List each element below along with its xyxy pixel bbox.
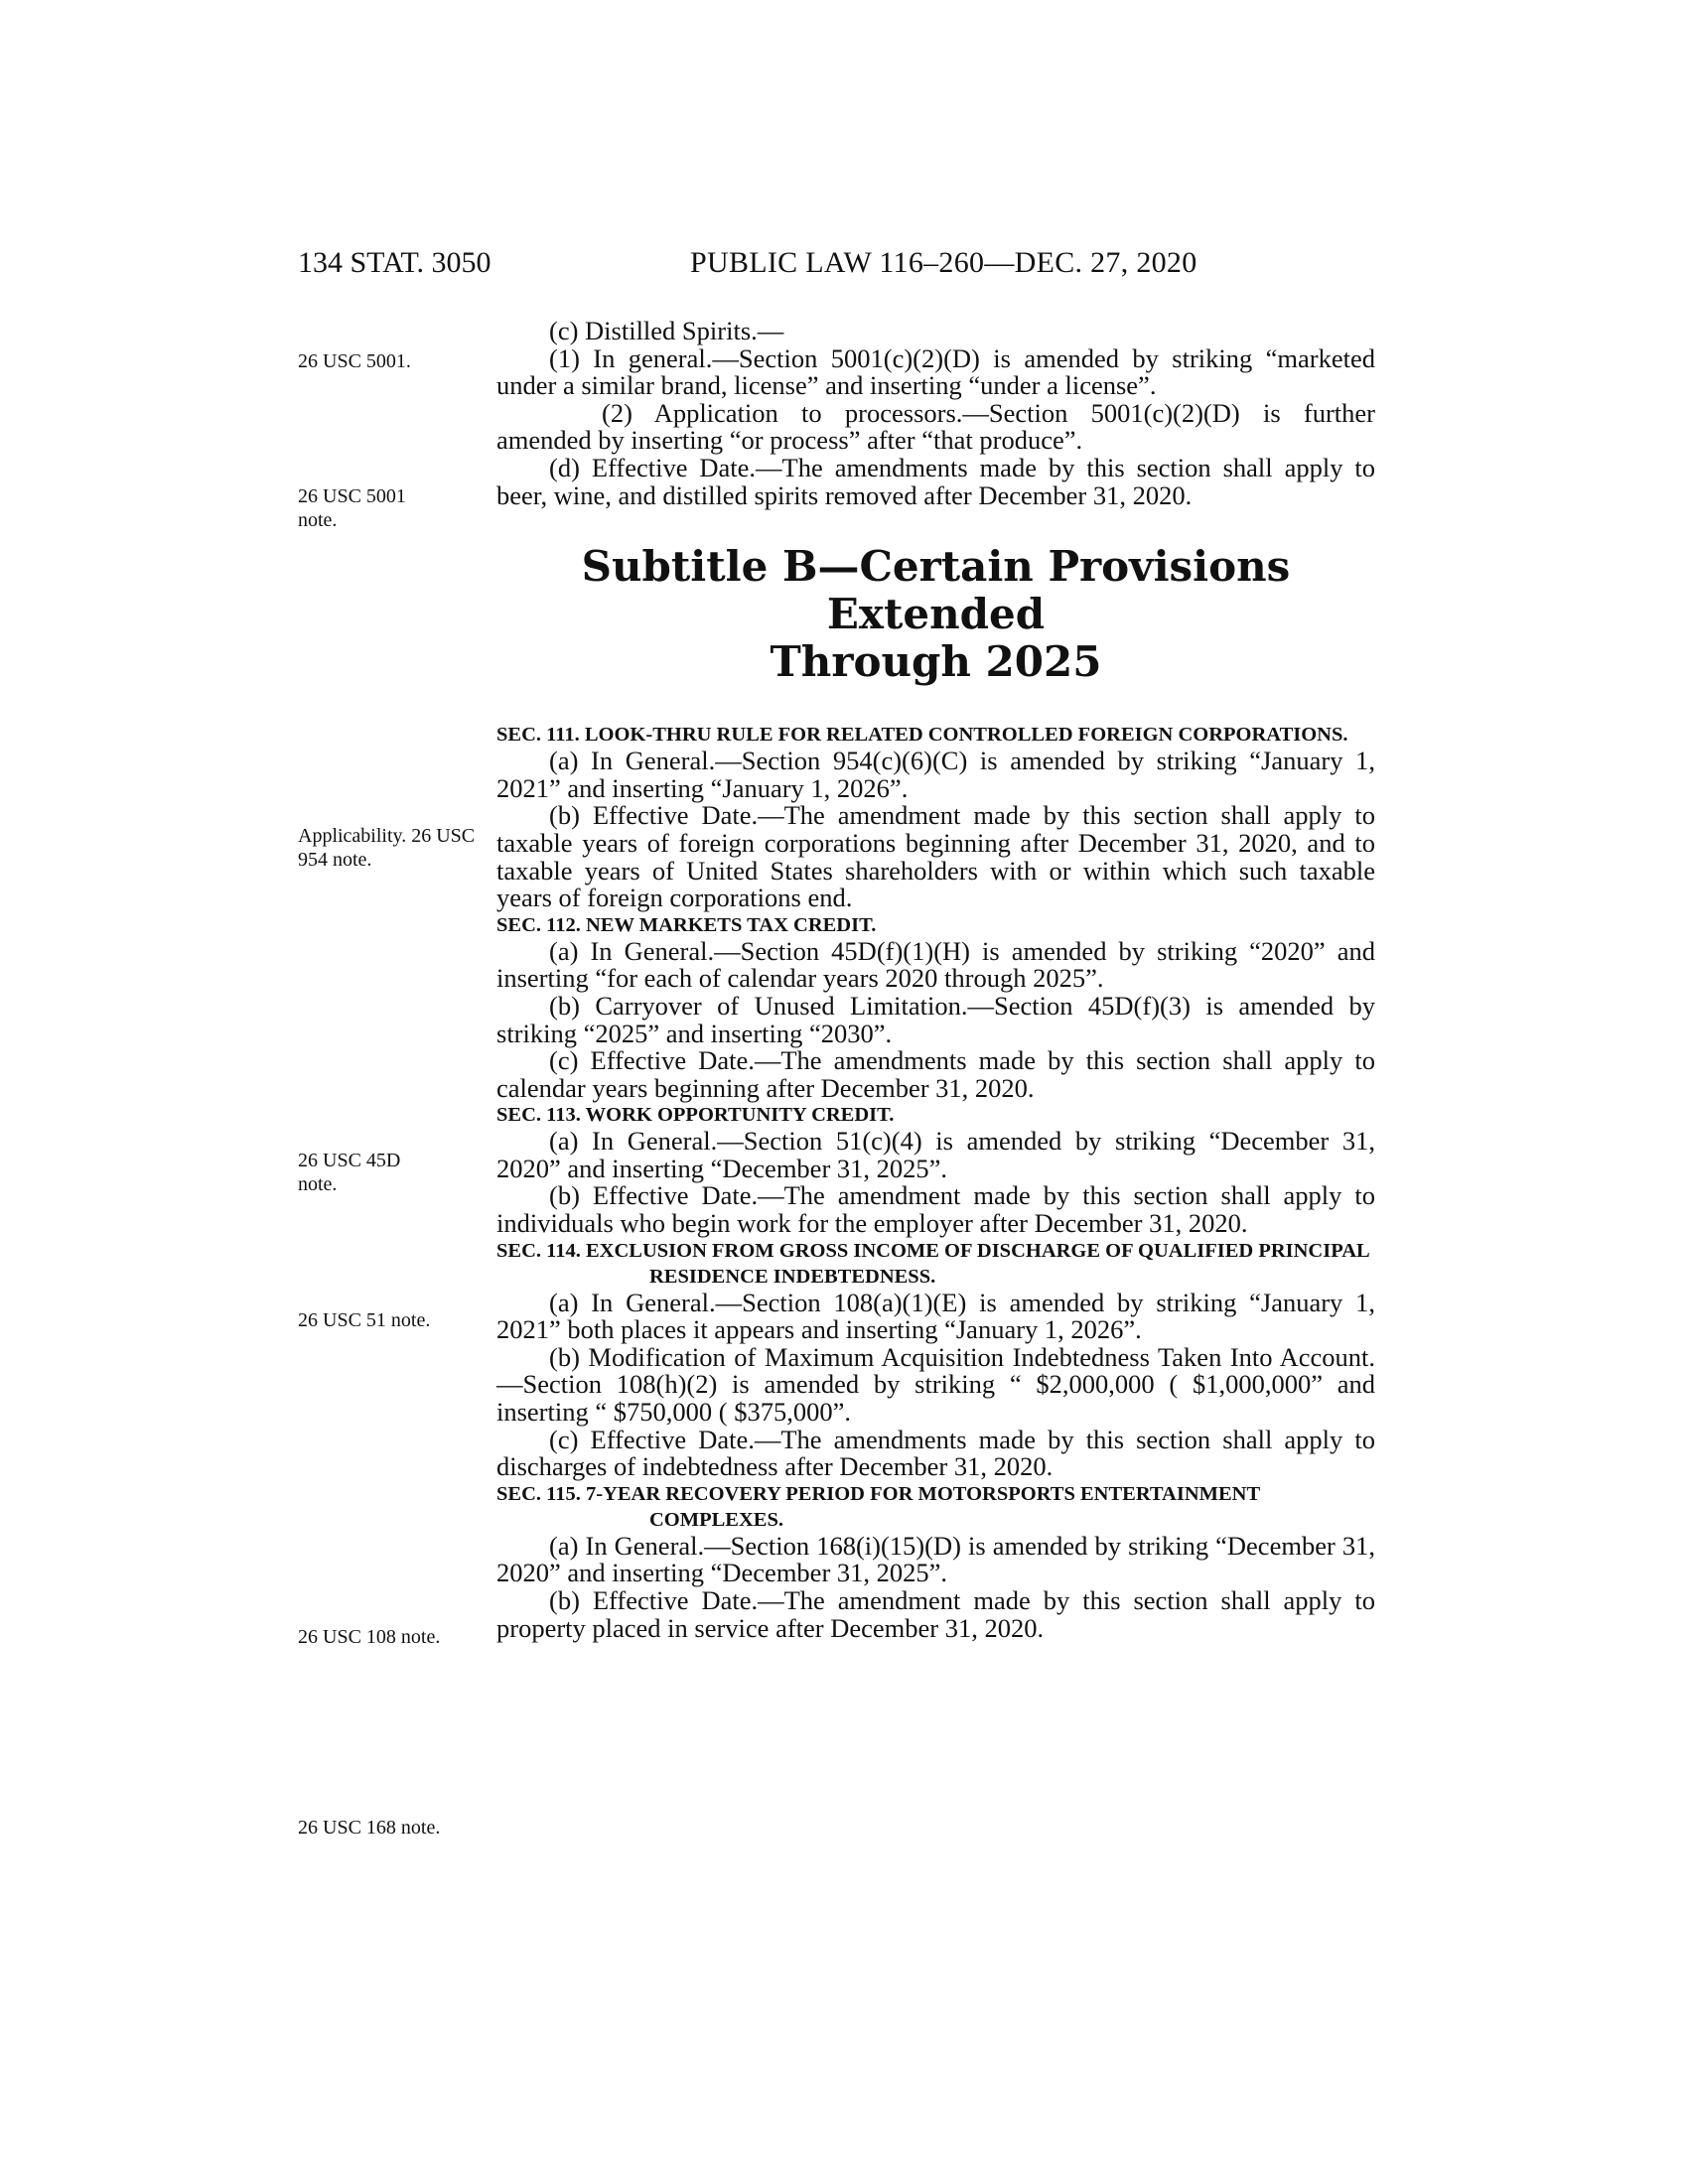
section-115-a: (a) In General.—Section 168(i)(15)(D) is amended by striking “December 31, 2020” and inserting “December 31, 2025”. xyxy=(496,1530,1375,1588)
margin-note: 26 USC 51 note. xyxy=(298,1309,431,1331)
margin-note: Applicability. 26 USC 954 note. xyxy=(298,825,476,871)
section-111-heading: SEC. 111. LOOK-THRU RULE FOR RELATED CONTROLLED FOREIGN CORPORATIONS. xyxy=(496,724,1348,747)
paragraph-c1: (1) In general.—Section 5001(c)(2)(D) is amended by striking “marketed under a similar brand, license” and inserting “under a license”. xyxy=(496,342,1375,401)
section-113-a: (a) In General.—Section 51(c)(4) is amended by striking “December 31, 2020” and inserting “December 31, 2025”. xyxy=(496,1126,1375,1183)
section-114-heading: SEC. 114. EXCLUSION FROM GROSS INCOME OF DISCHARGE OF QUALIFIED PRINCIPAL RESIDENCE INDEBTEDNESS. xyxy=(496,1239,1369,1288)
section-111-b: (b) Effective Date.—The amendment made by this section shall apply to taxable years of foreign corporations beginning after December 31, 2020, and to taxable years of United States shareholders with or within which such taxable years of foreign corporations end. xyxy=(496,800,1375,913)
section-115-b: (b) Effective Date.—The amendment made by this section shall apply to property placed in service after December 31, 2020. xyxy=(496,1585,1375,1643)
section-114-a: (a) In General.—Section 108(a)(1)(E) is amended by striking “January 1, 2021” both places it appears and inserting “January 1, 2026”. xyxy=(496,1287,1375,1345)
stat-page-number: 134 STAT. 3050 xyxy=(298,246,492,279)
paragraph-c2: (2) Application to processors.—Section 5001(c)(2)(D) is further amended by inserting “or process” after “that produce”. xyxy=(496,397,1375,456)
margin-note: 26 USC 5001. xyxy=(298,350,411,372)
section-114-c: (c) Effective Date.—The amendments made by this section shall apply to discharges of indebtedness after December 31, 2020. xyxy=(496,1424,1375,1482)
paragraph-d: (d) Effective Date.—The amendments made by this section shall apply to beer, wine, and distilled spirits removed after December 31, 2020. xyxy=(496,452,1375,510)
margin-note: 26 USC 168 note. xyxy=(298,1817,441,1839)
section-112-heading: SEC. 112. NEW MARKETS TAX CREDIT. xyxy=(496,913,877,936)
section-113-b: (b) Effective Date.—The amendment made by this section shall apply to individuals who begin work for the employer after December 31, 2020. xyxy=(496,1180,1375,1239)
section-112-b: (b) Carryover of Unused Limitation.—Section 45D(f)(3) is amended by striking “2025” and inserting “2030”. xyxy=(496,990,1375,1048)
margin-note: 26 USC 108 note. xyxy=(298,1626,441,1648)
page-header xyxy=(298,246,1410,292)
subtitle-line-2: Through 2025 xyxy=(770,637,1102,687)
section-113-heading: SEC. 113. WORK OPPORTUNITY CREDIT. xyxy=(496,1104,895,1127)
section-112-c: (c) Effective Date.—The amendments made by this section shall apply to calendar years beginning after December 31, 2020. xyxy=(496,1045,1375,1103)
document-body xyxy=(496,318,1375,1642)
margin-note: 26 USC 45D note. xyxy=(298,1150,401,1195)
section-111-a: (a) In General.—Section 954(c)(6)(C) is amended by striking “January 1, 2021” and inserting “January 1, 2026”. xyxy=(496,746,1375,803)
subtitle-line-1: Subtitle B—Certain Provisions Extended xyxy=(581,542,1291,639)
margin-note: 26 USC 5001 note. xyxy=(298,485,406,531)
subsection-c-heading: (c) Distilled Spirits.— xyxy=(549,316,784,345)
public-law-title: PUBLIC LAW 116–260—DEC. 27, 2020 xyxy=(690,246,1197,279)
section-115-heading: SEC. 115. 7-YEAR RECOVERY PERIOD FOR MOTORSPORTS ENTERTAINMENT COMPLEXES. xyxy=(496,1482,1260,1531)
section-112-a: (a) In General.—Section 45D(f)(1)(H) is amended by striking “2020” and inserting “for each of calendar years 2020 through 2025”. xyxy=(496,935,1375,994)
section-114-b: (b) Modification of Maximum Acquisition Indebtedness Taken Into Account.—Section 108(h)(2) is amended by striking “ $2,000,000 ( $1,000,000” and inserting “ $750,000 ( $375,000”. xyxy=(496,1341,1375,1428)
subtitle-heading xyxy=(496,543,1375,686)
